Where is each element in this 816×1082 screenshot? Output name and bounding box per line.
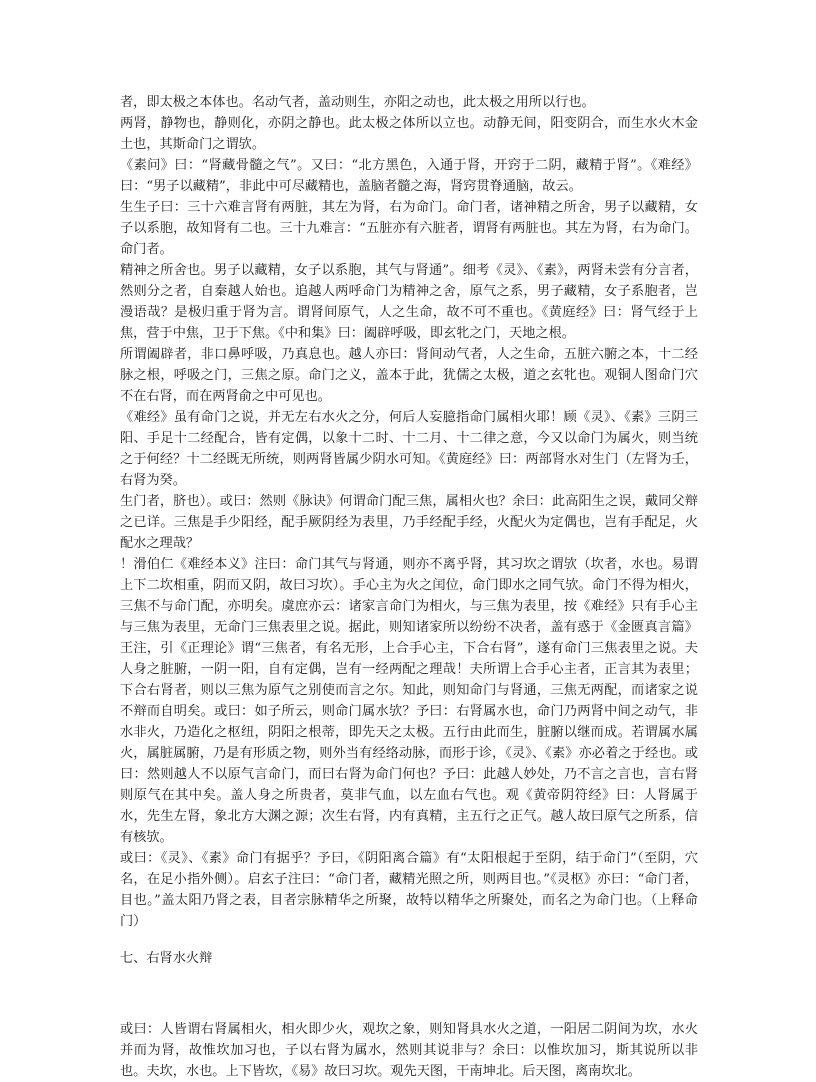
paragraph-two-kidneys: 两肾，静物也，静则化，亦阴之静也。此太极之体所以立也。动静无间，阳变阴合，而生水火木金土也，其斯命门之谓欤。 (120, 116, 698, 152)
section-heading: 七、右肾水火辩 (120, 951, 213, 966)
paragraph-shengmen: 生门者，脐也）。或曰：然则《脉诀》何谓命门配三焦，属相火也？余曰：此高阳生之误，戴同父辩之已详。三焦是手少阳经，配手厥阴经为表里，乃手经配手经，火配火为定偶也，岂有手配足，火配水之理哉？ (120, 494, 698, 551)
paragraph-lingsu-mingmen: 或曰：《灵》、《素》命门有据乎？予曰，《阴阳离合篇》有“太阳根起于至阴，结于命门”（至阴，穴名，在足小指外侧）。启玄子注曰：“命门者，藏精光照之所，则两目也。”《灵枢》亦曰：“命门者，目也。”盖太阳乃肾之表，目者宗脉精华之所聚，故特以精华之所聚处，而名之为命门也。（上释命门） (120, 851, 698, 929)
paragraph-right-kidney: 或曰：人皆谓右肾属相火，相火即少火，观坎之象，则知肾具水火之道，一阳居二阴间为坎，水火并而为肾，故惟坎加习也，子以右肾为属水，然则其说非与？余曰：以惟坎加习，斯其说所以非也。夫坎，水也。上下皆坎，《易》故曰习坎。观先天图，干南坤北。后天图，离南坎北。 (120, 1022, 698, 1079)
paragraph-huaboren: ！滑伯仁《难经本义》注曰：命门其气与肾通，则亦不离乎肾，其习坎之谓欤（坎者，水也。易谓上下二坎相重，阴而又阴，故曰习坎）。手心主为火之闰位，命门即水之同气欤。命门不得为相火，三焦不与命门配，亦明矣。虞庶亦云：诸家言命门为相火，与三焦为表里，按《难经》只有手心主与三焦为表里，无命门三焦表里之说。据此，则知诸家所以纷纷不决者，盖有惑于《金匮真言篇》王注，引《正理论》谓“三焦者，有名无形，上合手心主，下合右肾”，遂有命门三焦表里之说。夫人身之脏腑，一阴一阳，自有定偶，岂有一经两配之理哉！夫所谓上合手心主者，正言其为表里；下合右肾者，则以三焦为原气之别使而言之尔。知此，则知命门与肾通，三焦无两配，而诸家之说不辩而自明矣。或曰：如子所云，则命门属水欤？予曰：右肾属水也，命门乃两肾中间之动气，非水非火，乃造化之枢纽，阴阳之根蒂，即先天之太极。五行由此而生，脏腑以继而成。若谓属水属火，属脏属腑，乃是有形质之物，则外当有经络动脉，而形于诊，《灵》、《素》亦必着之于经也。或曰：然则越人不以原气言命门，而曰右肾为命门何也？予曰：此越人妙处，乃不言之言也，言右肾则原气在其中矣。盖人身之所贵者，莫非气血，以左血右气也。观《黄帝阴符经》曰：人肾属于水，先生左肾，象北方大渊之源；次生右肾，内有真精，主五行之正气。越人故曰原气之所系，信有核欤。 (120, 557, 698, 845)
paragraph-suwen: 《素问》曰：“肾藏骨髓之气”。又曰：“北方黑色，入通于肾，开窍于二阴，藏精于肾”。《难经》曰：“男子以藏精”，非此中可尽藏精也，盖脑者髓之海，肾窍贯脊通脑，故云。 (120, 158, 698, 194)
paragraph-nanjing: 《难经》虽有命门之说，并无左右水火之分，何后人妄臆指命门属相火耶！顾《灵》、《素》三阴三阳、手足十二经配合，皆有定偶，以象十二时、十二月、十二律之意，今又以命门为属火，则当统之于何经？十二经既无所统，则两肾皆属少阴水可知。《黄庭经》曰：两部肾水对生门（左肾为壬，右肾为癸。 (120, 410, 698, 488)
paragraph-taiji: 者，即太极之本体也。名动气者，盖动则生，亦阳之动也，此太极之用所以行也。 (120, 95, 595, 110)
document-page (120, 92, 698, 1082)
paragraph-shengshengzi: 生生子曰：三十六难言肾有两脏，其左为肾，右为命门。命门者，诸神精之所舍，男子以藏精，女子以系胞，故知肾有二也。三十九难言：“五脏亦有六脏者，谓肾有两脏也。其左为肾，右为命门。命门者。 (120, 200, 698, 257)
paragraph-jingshen: 精神之所舍也。男子以藏精，女子以系胞，其气与肾通”。细考《灵》、《素》，两肾未尝有分言者，然则分之者，自秦越人始也。追越人两呼命门为精神之舍，原气之系，男子藏精，女子系胞者，岂漫语哉？是极归重于肾为言。谓肾间原气，人之生命，故不可不重也。《黄庭经》曰：肾气经于上焦，营于中焦，卫于下焦。《中和集》曰：阖辟呼吸，即玄牝之门，天地之根。 (120, 263, 698, 341)
paragraph-hepi: 所谓阖辟者，非口鼻呼吸，乃真息也。越人亦曰：肾间动气者，人之生命，五脏六腑之本，十二经脉之根，呼吸之门，三焦之原。命门之义，盖本于此，犹儒之太极，道之玄牝也。观铜人图命门穴不在右肾，而在两肾俞之中可见也。 (120, 347, 698, 404)
section-spacer (120, 969, 698, 1019)
